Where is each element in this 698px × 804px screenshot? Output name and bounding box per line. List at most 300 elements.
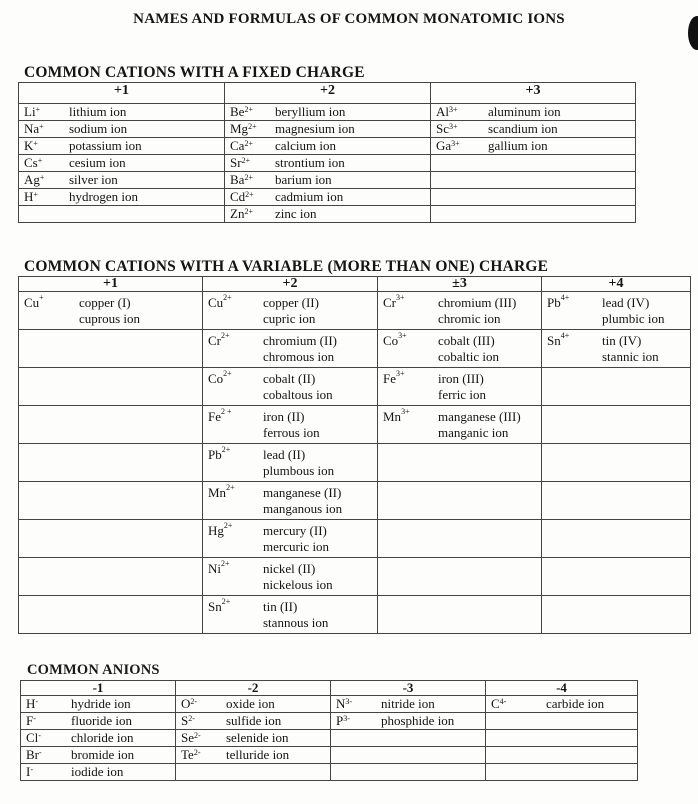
ion-charge: 2+ bbox=[221, 597, 231, 606]
ion-symbol bbox=[203, 409, 263, 441]
ion-symbol bbox=[331, 696, 381, 712]
ion-charge: 3+ bbox=[449, 105, 458, 114]
ion-entry bbox=[203, 558, 377, 593]
ion-entry bbox=[19, 292, 202, 327]
element-symbol: Mg bbox=[230, 121, 249, 136]
ion-cell bbox=[225, 189, 431, 206]
element-symbol: Pb bbox=[547, 295, 561, 310]
ion-cell bbox=[431, 121, 636, 138]
ion-charge: 2+ bbox=[221, 445, 231, 454]
variable-cations-table bbox=[18, 276, 691, 634]
ion-symbol bbox=[542, 295, 602, 327]
ion-names bbox=[263, 295, 319, 327]
table-row bbox=[19, 482, 691, 520]
ion-cell bbox=[378, 444, 542, 482]
ion-charge: 2+ bbox=[241, 156, 251, 165]
element-symbol: Co bbox=[383, 333, 399, 348]
ion-classical-name: ferric ion bbox=[438, 387, 487, 402]
ion-stock-name: manganese (II) bbox=[263, 485, 342, 500]
ion-names bbox=[602, 295, 664, 327]
ion-cell bbox=[203, 482, 378, 520]
ion-symbol bbox=[542, 333, 602, 365]
element-symbol: Sr bbox=[230, 155, 242, 170]
ion-cell bbox=[542, 330, 691, 368]
element-symbol: Co bbox=[208, 371, 224, 386]
ion-charge: + bbox=[33, 190, 38, 199]
ion-charge: 2+ bbox=[223, 293, 232, 302]
anions-table bbox=[20, 680, 638, 781]
ion-names bbox=[438, 333, 499, 365]
anions-heading: COMMON ANIONS bbox=[27, 662, 160, 678]
ion-symbol bbox=[378, 409, 438, 441]
ion-names bbox=[79, 295, 140, 327]
anion-header-minus2: -2 bbox=[176, 681, 331, 696]
element-symbol: Cr bbox=[383, 295, 396, 310]
element-symbol: S bbox=[181, 713, 189, 728]
ion-entry bbox=[542, 292, 690, 327]
ion-cell bbox=[176, 730, 331, 747]
ion-names bbox=[263, 371, 333, 403]
ion-name: hydride ion bbox=[71, 696, 131, 711]
ion-names bbox=[263, 485, 342, 517]
table-row bbox=[19, 172, 636, 189]
ion-symbol bbox=[331, 713, 381, 729]
ion-names bbox=[438, 295, 516, 327]
element-symbol: Ni bbox=[208, 561, 221, 576]
ion-cell bbox=[378, 292, 542, 330]
ion-name: lithium ion bbox=[69, 104, 127, 119]
ion-classical-name: stannous ion bbox=[263, 615, 329, 630]
element-symbol: Fe bbox=[208, 409, 221, 424]
element-symbol: Na bbox=[24, 121, 40, 136]
ion-name: sulfide ion bbox=[226, 713, 282, 728]
ion-cell bbox=[19, 368, 203, 406]
ion-charge: + bbox=[33, 139, 38, 148]
ion-classical-name: mercuric ion bbox=[263, 539, 330, 554]
element-symbol: Pb bbox=[208, 447, 222, 462]
ion-stock-name: chromium (III) bbox=[438, 295, 517, 310]
ion-cell bbox=[378, 558, 542, 596]
ion-cell bbox=[21, 713, 176, 730]
element-symbol: H bbox=[24, 189, 34, 204]
ion-name: cesium ion bbox=[69, 155, 126, 170]
ion-cell bbox=[19, 406, 203, 444]
ion-symbol bbox=[203, 371, 263, 403]
ion-entry bbox=[203, 368, 377, 403]
ion-charge: + bbox=[39, 122, 44, 131]
table-row bbox=[19, 138, 636, 155]
ion-symbol bbox=[21, 747, 71, 763]
ion-classical-name: cobaltic ion bbox=[438, 349, 500, 364]
ion-name: barium ion bbox=[275, 172, 332, 187]
table-row bbox=[21, 747, 638, 764]
ion-name: bromide ion bbox=[71, 747, 135, 762]
ion-name: sodium ion bbox=[69, 121, 128, 136]
ion-classical-name: cobaltous ion bbox=[263, 387, 333, 402]
ion-cell bbox=[331, 764, 486, 781]
ion-cell bbox=[19, 482, 203, 520]
anion-header-minus3: -3 bbox=[331, 681, 486, 696]
ion-name: oxide ion bbox=[226, 696, 275, 711]
ion-charge: 3+ bbox=[451, 139, 460, 148]
element-symbol: Al bbox=[436, 104, 449, 119]
ion-cell bbox=[486, 747, 638, 764]
ion-stock-name: iron (II) bbox=[263, 409, 305, 424]
variable-cations-heading: COMMON CATIONS WITH A VARIABLE (MORE THAN ONE) CHARGE bbox=[24, 258, 549, 275]
table-row bbox=[19, 292, 691, 330]
fixed-header-plus2: +2 bbox=[225, 83, 431, 104]
ion-charge: 2+ bbox=[223, 369, 232, 378]
ion-cell bbox=[225, 138, 431, 155]
table-row bbox=[19, 104, 636, 121]
ion-cell bbox=[21, 764, 176, 781]
ion-cell bbox=[176, 764, 331, 781]
ion-cell bbox=[331, 713, 486, 730]
element-symbol: N bbox=[336, 696, 346, 711]
ion-charge: 2- bbox=[193, 748, 201, 757]
fixed-header-plus3: +3 bbox=[431, 83, 636, 104]
ion-stock-name: tin (II) bbox=[263, 599, 298, 614]
ion-symbol bbox=[225, 189, 275, 205]
ion-charge: + bbox=[39, 293, 44, 302]
ion-name: cadmium ion bbox=[275, 189, 344, 204]
element-symbol: Be bbox=[230, 104, 245, 119]
ion-cell bbox=[331, 696, 486, 713]
ion-name: telluride ion bbox=[226, 747, 290, 762]
ion-symbol bbox=[378, 371, 438, 403]
ion-cell bbox=[203, 596, 378, 634]
ion-charge: 2+ bbox=[221, 331, 230, 340]
ion-entry bbox=[203, 596, 377, 631]
ion-name: silver ion bbox=[69, 172, 118, 187]
ion-symbol bbox=[203, 523, 263, 555]
ion-cell bbox=[203, 444, 378, 482]
ion-cell bbox=[21, 696, 176, 713]
table-row bbox=[21, 730, 638, 747]
ion-cell bbox=[378, 330, 542, 368]
ion-stock-name: cobalt (II) bbox=[263, 371, 316, 386]
ion-names bbox=[438, 409, 521, 441]
ion-entry bbox=[203, 520, 377, 555]
ion-charge: 3+ bbox=[396, 293, 405, 302]
ion-classical-name: chromous ion bbox=[263, 349, 335, 364]
ion-name: zinc ion bbox=[275, 206, 317, 221]
element-symbol: Ag bbox=[24, 172, 40, 187]
ion-charge: + bbox=[35, 105, 41, 114]
ion-symbol bbox=[19, 189, 69, 205]
table-row bbox=[19, 520, 691, 558]
page-edge-mark bbox=[688, 16, 698, 50]
table-row bbox=[21, 713, 638, 730]
ion-symbol bbox=[21, 730, 71, 746]
ion-cell bbox=[19, 189, 225, 206]
element-symbol: Cr bbox=[208, 333, 221, 348]
ion-entry bbox=[203, 292, 377, 327]
ion-name: hydrogen ion bbox=[69, 189, 138, 204]
ion-classical-name: plumbic ion bbox=[602, 311, 665, 326]
ion-stock-name: tin (IV) bbox=[602, 333, 642, 348]
element-symbol: Zn bbox=[230, 206, 245, 221]
element-symbol: Cs bbox=[24, 155, 38, 170]
ion-charge: 2- bbox=[190, 697, 198, 706]
ion-symbol bbox=[225, 121, 275, 137]
ion-charge: 3- bbox=[345, 697, 353, 706]
element-symbol: Ba bbox=[230, 172, 245, 187]
ion-charge: 3+ bbox=[401, 407, 410, 416]
ion-symbol bbox=[21, 764, 71, 780]
table-row bbox=[19, 206, 636, 223]
ion-symbol bbox=[378, 295, 438, 327]
ion-stock-name: chromium (II) bbox=[263, 333, 338, 348]
ion-classical-name: nickelous ion bbox=[263, 577, 333, 592]
ion-classical-name: stannic ion bbox=[602, 349, 659, 364]
ion-symbol bbox=[431, 104, 488, 120]
anion-header-minus1: -1 bbox=[21, 681, 176, 696]
ion-symbol bbox=[225, 206, 275, 222]
ion-cell bbox=[378, 520, 542, 558]
ion-cell bbox=[225, 155, 431, 172]
variable-header-plus1: +1 bbox=[19, 277, 203, 292]
ion-entry bbox=[378, 330, 541, 365]
ion-name: beryllium ion bbox=[275, 104, 346, 119]
ion-name: fluoride ion bbox=[71, 713, 133, 728]
fixed-cations-table bbox=[18, 82, 636, 223]
variable-header-plus3: ±3 bbox=[378, 277, 542, 292]
ion-charge: 2+ bbox=[223, 521, 233, 530]
ion-entry bbox=[378, 406, 541, 441]
ion-stock-name: lead (IV) bbox=[602, 295, 650, 310]
ion-charge: 4- bbox=[499, 697, 507, 706]
table-row bbox=[19, 406, 691, 444]
ion-charge: - bbox=[39, 748, 42, 757]
ion-symbol bbox=[225, 172, 275, 188]
ion-cell bbox=[542, 444, 691, 482]
ion-classical-name: plumbous ion bbox=[263, 463, 335, 478]
ion-charge: 2+ bbox=[248, 122, 257, 131]
ion-cell bbox=[431, 104, 636, 121]
variable-header-plus2: +2 bbox=[203, 277, 378, 292]
ion-cell bbox=[486, 713, 638, 730]
ion-symbol bbox=[19, 138, 69, 154]
ion-cell bbox=[225, 206, 431, 223]
ion-charge: 3- bbox=[343, 714, 350, 723]
element-symbol: Ca bbox=[230, 138, 245, 153]
ion-charge: 2+ bbox=[245, 190, 254, 199]
element-symbol: Cd bbox=[230, 189, 246, 204]
ion-cell bbox=[176, 713, 331, 730]
ion-symbol bbox=[486, 696, 546, 712]
element-symbol: Sc bbox=[436, 121, 449, 136]
anion-header-minus4: -4 bbox=[486, 681, 638, 696]
table-row bbox=[19, 368, 691, 406]
ion-symbol bbox=[203, 561, 263, 593]
page-title: NAMES AND FORMULAS OF COMMON MONATOMIC IONS bbox=[133, 11, 565, 27]
ion-stock-name: mercury (II) bbox=[263, 523, 327, 538]
ion-name: potassium ion bbox=[69, 138, 142, 153]
element-symbol: Se bbox=[181, 730, 194, 745]
ion-names bbox=[602, 333, 659, 365]
ion-entry bbox=[203, 444, 377, 479]
element-symbol: Sn bbox=[547, 333, 561, 348]
ion-entry bbox=[378, 368, 541, 403]
ion-name: carbide ion bbox=[546, 696, 605, 711]
ion-charge: - bbox=[30, 765, 34, 774]
ion-charge: - bbox=[35, 697, 39, 706]
ion-cell bbox=[19, 155, 225, 172]
ion-cell bbox=[378, 596, 542, 634]
table-row bbox=[19, 330, 691, 368]
ion-cell bbox=[225, 121, 431, 138]
element-symbol: K bbox=[24, 138, 34, 153]
ion-cell bbox=[431, 172, 636, 189]
ion-cell bbox=[19, 520, 203, 558]
ion-cell bbox=[431, 155, 636, 172]
ion-charge: 2 + bbox=[221, 407, 232, 416]
ion-cell bbox=[225, 104, 431, 121]
fixed-cations-heading: COMMON CATIONS WITH A FIXED CHARGE bbox=[24, 64, 365, 81]
ion-classical-name: manganous ion bbox=[263, 501, 343, 516]
ion-symbol bbox=[19, 155, 69, 171]
ion-cell bbox=[203, 406, 378, 444]
ion-names bbox=[263, 447, 334, 479]
ion-symbol bbox=[225, 155, 275, 171]
ion-cell bbox=[19, 292, 203, 330]
ion-classical-name: ferrous ion bbox=[263, 425, 320, 440]
table-row bbox=[21, 764, 638, 781]
ion-charge: + bbox=[39, 173, 45, 182]
ion-stock-name: manganese (III) bbox=[438, 409, 521, 424]
ion-entry bbox=[203, 482, 377, 517]
ion-cell bbox=[378, 406, 542, 444]
ion-symbol bbox=[431, 121, 488, 137]
ion-charge: - bbox=[38, 731, 41, 740]
ion-cell bbox=[19, 206, 225, 223]
ion-cell bbox=[331, 730, 486, 747]
ion-charge: 2- bbox=[188, 714, 195, 723]
ion-symbol bbox=[203, 599, 263, 631]
ion-symbol bbox=[431, 138, 488, 154]
ion-cell bbox=[542, 596, 691, 634]
ion-classical-name: cupric ion bbox=[263, 311, 316, 326]
ion-cell bbox=[203, 292, 378, 330]
ion-cell bbox=[19, 596, 203, 634]
ion-cell bbox=[542, 558, 691, 596]
ion-cell bbox=[542, 482, 691, 520]
ion-name: magnesium ion bbox=[275, 121, 355, 136]
ion-stock-name: nickel (II) bbox=[263, 561, 316, 576]
element-symbol: H bbox=[26, 696, 36, 711]
ion-classical-name: chromic ion bbox=[438, 311, 501, 326]
ion-cell bbox=[542, 368, 691, 406]
ion-symbol bbox=[19, 295, 79, 327]
ion-names bbox=[263, 523, 329, 555]
ion-classical-name: cuprous ion bbox=[79, 311, 141, 326]
ion-cell bbox=[486, 764, 638, 781]
ion-symbol bbox=[19, 121, 69, 137]
ion-name: chloride ion bbox=[71, 730, 134, 745]
ion-names bbox=[438, 371, 486, 403]
ion-names bbox=[263, 409, 320, 441]
element-symbol: Cu bbox=[208, 295, 224, 310]
ion-symbol bbox=[203, 333, 263, 365]
table-row bbox=[19, 155, 636, 172]
ion-cell bbox=[378, 482, 542, 520]
element-symbol: F bbox=[26, 713, 34, 728]
ion-charge: 2+ bbox=[221, 559, 230, 568]
element-symbol: Br bbox=[26, 747, 39, 762]
ion-name: iodide ion bbox=[71, 764, 124, 779]
ion-stock-name: copper (II) bbox=[263, 295, 319, 310]
ion-charge: + bbox=[37, 156, 43, 165]
ion-name: calcium ion bbox=[275, 138, 337, 153]
fixed-header-plus1: +1 bbox=[19, 83, 225, 104]
ion-charge: 2+ bbox=[244, 173, 253, 182]
ion-cell bbox=[225, 172, 431, 189]
ion-cell bbox=[176, 696, 331, 713]
ion-stock-name: copper (I) bbox=[79, 295, 131, 310]
ion-cell bbox=[21, 730, 176, 747]
ion-names bbox=[263, 561, 333, 593]
ion-cell bbox=[542, 292, 691, 330]
ion-symbol bbox=[378, 333, 438, 365]
ion-cell bbox=[486, 696, 638, 713]
ion-symbol bbox=[203, 485, 263, 517]
element-symbol: Ga bbox=[436, 138, 452, 153]
ion-names bbox=[263, 333, 337, 365]
element-symbol: Sn bbox=[208, 599, 222, 614]
element-symbol: Mn bbox=[208, 485, 227, 500]
ion-charge: 3+ bbox=[449, 122, 458, 131]
ion-cell bbox=[378, 368, 542, 406]
element-symbol: Cu bbox=[24, 295, 40, 310]
ion-symbol bbox=[203, 447, 263, 479]
table-row bbox=[19, 189, 636, 206]
ion-cell bbox=[431, 189, 636, 206]
ion-charge: 2- bbox=[194, 731, 201, 740]
ion-entry bbox=[378, 292, 541, 327]
ion-cell bbox=[19, 558, 203, 596]
ion-symbol bbox=[19, 172, 69, 188]
ion-entry bbox=[203, 330, 377, 365]
ion-charge: 3+ bbox=[398, 331, 407, 340]
table-row bbox=[19, 444, 691, 482]
table-row bbox=[19, 121, 636, 138]
ion-name: aluminum ion bbox=[488, 104, 561, 119]
ion-cell bbox=[21, 747, 176, 764]
ion-name: selenide ion bbox=[226, 730, 289, 745]
ion-charge: 3+ bbox=[396, 369, 405, 378]
ion-cell bbox=[19, 444, 203, 482]
ion-charge: 2+ bbox=[244, 207, 253, 216]
ion-names bbox=[263, 599, 328, 631]
ion-cell bbox=[431, 138, 636, 155]
ion-name: phosphide ion bbox=[381, 713, 455, 728]
ion-name: nitride ion bbox=[381, 696, 435, 711]
ion-cell bbox=[542, 406, 691, 444]
ion-charge: 4+ bbox=[560, 293, 570, 302]
ion-symbol bbox=[176, 696, 226, 712]
ion-cell bbox=[19, 138, 225, 155]
ion-symbol bbox=[176, 730, 226, 746]
ion-cell bbox=[19, 121, 225, 138]
ion-cell bbox=[203, 368, 378, 406]
ion-cell bbox=[486, 730, 638, 747]
ion-symbol bbox=[21, 696, 71, 712]
ion-charge: 4+ bbox=[560, 331, 570, 340]
ion-charge: 2+ bbox=[244, 139, 253, 148]
ion-cell bbox=[431, 206, 636, 223]
ion-charge: 2+ bbox=[244, 105, 253, 114]
